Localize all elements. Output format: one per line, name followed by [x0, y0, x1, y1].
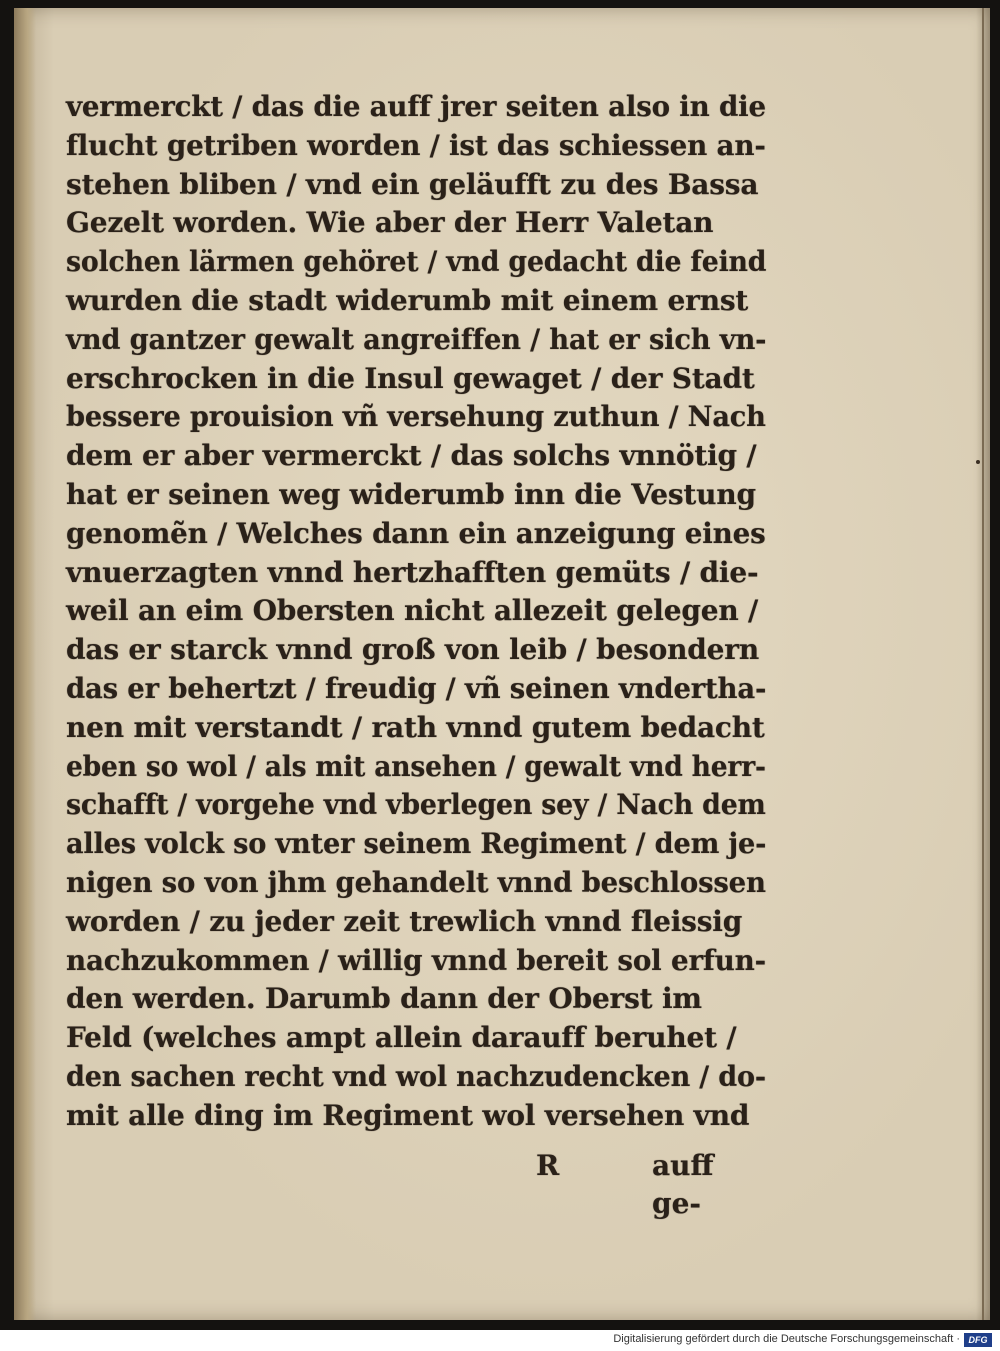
text-line: wurden die stadt widerumb mit einem ernst: [66, 283, 749, 317]
text-line: nachzukommen / willig vnnd bereit sol erfun-: [66, 943, 766, 977]
text-line: das er behertzt / freudig / vñ seinen vndertha-: [66, 671, 767, 705]
text-line: stehen bliben / vnd ein geläufft zu des Bassa: [66, 167, 759, 201]
text-line: worden / zu jeder zeit trewlich vnnd fleissig: [66, 904, 743, 938]
text-line: weil an eim Obersten nicht allezeit gelegen /: [66, 594, 759, 628]
page-edge: [982, 8, 984, 1320]
footer-credit-text: Digitalisierung gefördert durch die Deutsche Forschungsgemeinschaft ·: [613, 1333, 960, 1345]
text-line: nigen so von jhm gehandelt vnnd beschlossen: [66, 865, 766, 899]
text-line: das er starck vnnd groß von leib / besondern: [66, 633, 760, 667]
body-text: [66, 88, 766, 1136]
text-line: solchen lärmen gehöret / vnd gedacht die feind: [66, 245, 767, 279]
text-line: flucht getriben worden / ist das schiessen an-: [66, 128, 766, 162]
dfg-logo: DFG: [964, 1333, 992, 1347]
text-line: dem er aber vermerckt / das solchs vnnötig /: [66, 439, 757, 473]
text-line: vermerckt / das die auff jrer seiten also in die: [66, 90, 766, 123]
footer: [0, 1330, 1000, 1351]
text-line: nen mit verstandt / rath vnnd gutem bedacht: [66, 710, 765, 744]
text-line: Feld (welches ampt allein darauff beruhet /: [66, 1021, 737, 1055]
text-line: vnuerzagten vnnd hertzhafften gemüts / die-: [66, 555, 759, 589]
text-line: schafft / vorgehe vnd vberlegen sey / Nach dem: [66, 788, 766, 822]
text-line: den sachen recht vnd wol nachzudencken / do-: [66, 1059, 766, 1093]
text-line: bessere prouision vñ versehung zuthun / Nach: [66, 400, 766, 434]
page-gutter: [14, 8, 36, 1320]
catchword: auff ge-: [652, 1149, 714, 1220]
text-line: genomẽn / Welches dann ein anzeigung eines: [66, 516, 766, 550]
text-line: Gezelt worden. Wie aber der Herr Valetan: [66, 206, 714, 240]
text-line: alles volck so vnter seinem Regiment / dem je-: [66, 827, 767, 861]
ink-spot: [976, 460, 980, 464]
text-line: vnd gantzer gewalt angreiffen / hat er sich vn-: [66, 322, 767, 356]
signature-mark: R: [536, 1149, 560, 1182]
text-line: mit alle ding im Regiment wol versehen vnd: [66, 1098, 750, 1132]
text-line: eben so wol / als mit ansehen / gewalt vnd herr-: [66, 749, 766, 783]
text-line: erschrocken in die Insul gewaget / der Stadt: [66, 361, 755, 395]
text-line: hat er seinen weg widerumb inn die Vestung: [66, 477, 756, 511]
text-line: den werden. Darumb dann der Oberst im: [66, 982, 702, 1016]
